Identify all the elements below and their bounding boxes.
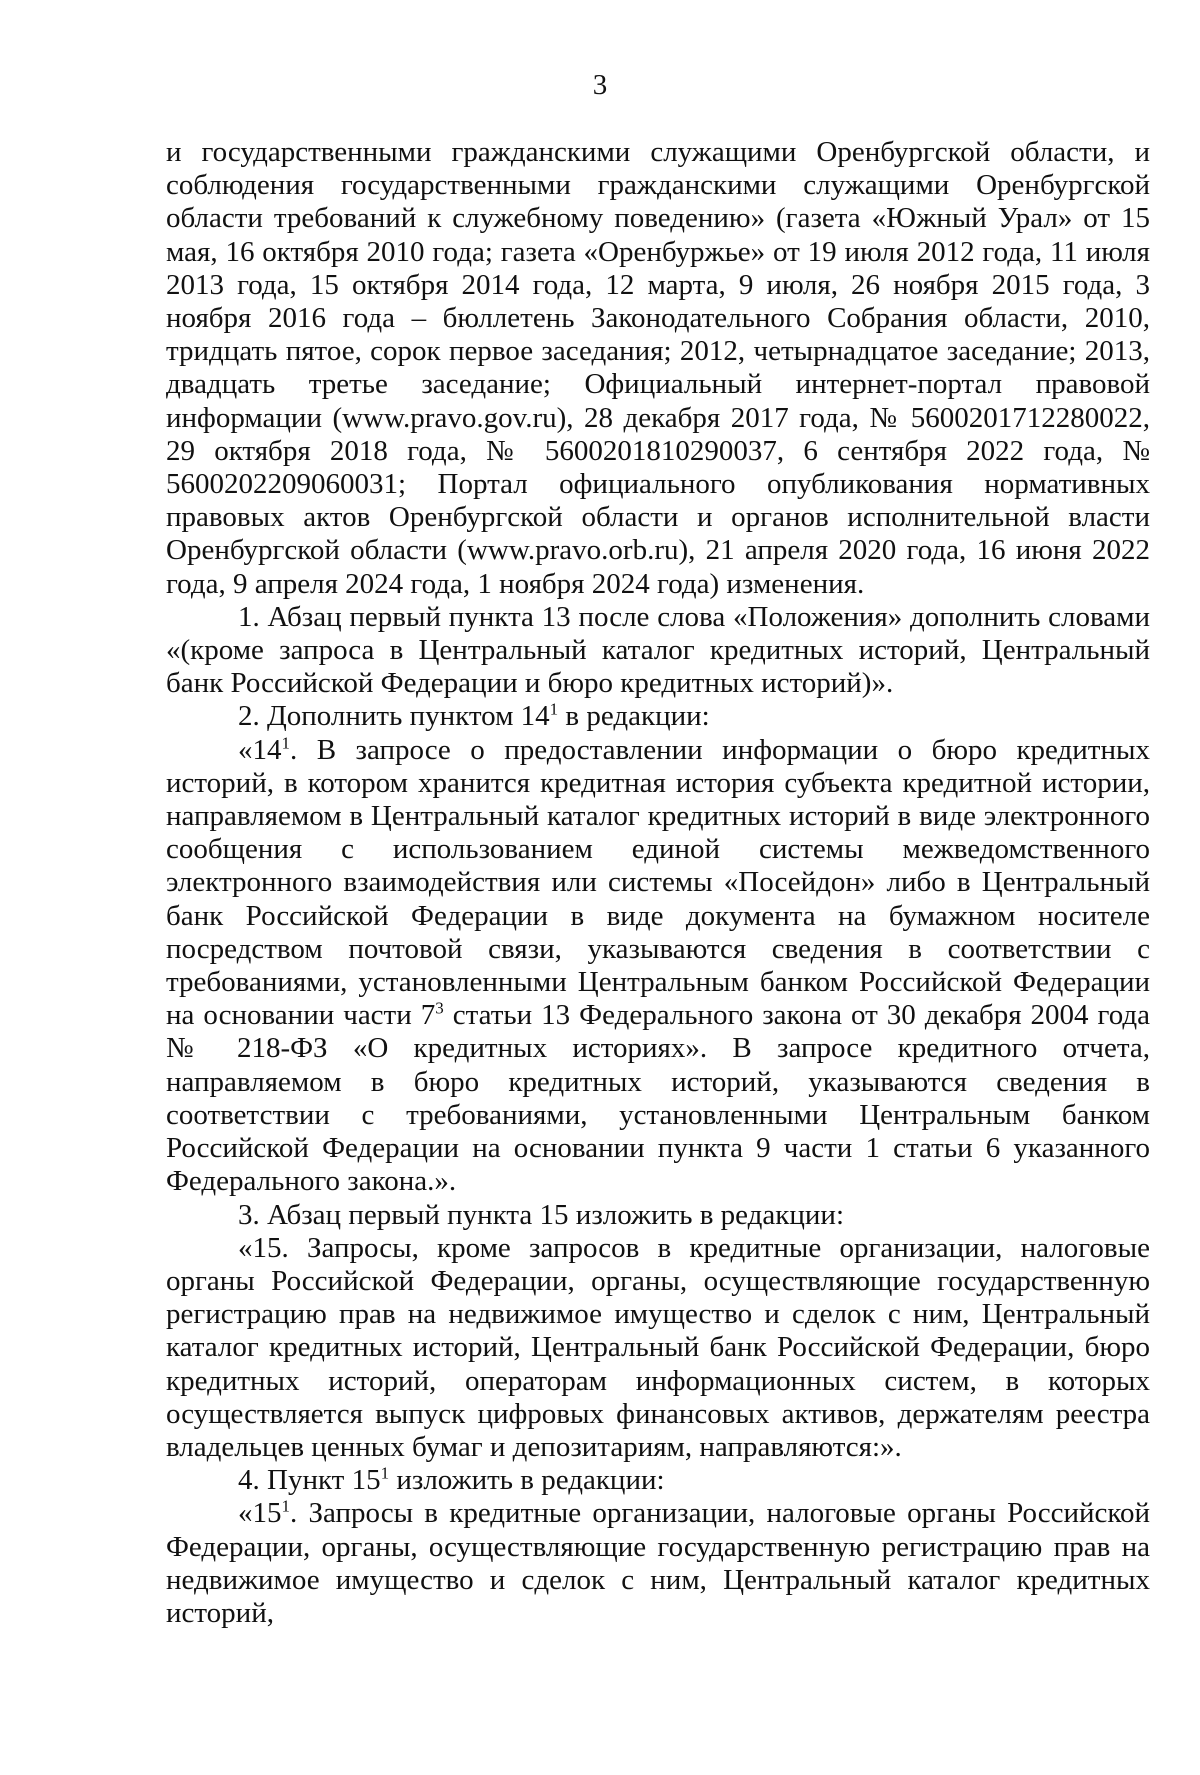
paragraph-item-2 xyxy=(166,700,1150,733)
superscript: 3 xyxy=(435,998,444,1018)
superscript: 1 xyxy=(281,1496,290,1516)
item-2-text-end: в редакции: xyxy=(558,700,710,733)
quote-14-1-middle: . В запросе о предоставлении информации о бюро кредитных историй, в котором хранится кредитная история субъекта кредитной истории, направляемом в Центральный каталог кредитных историй в виде электронного сообщения с использованием единой системы межведомственного электронного взаимодействия или системы «Посейдон» либо в Центральный банк Российской Федерации в виде документа на бумажном носителе посредством почтовой связи, указываются сведения в соответствии с требованиями, установленными Центральным банком Российской Федерации на основании части 7 xyxy=(166,733,1150,1032)
superscript: 1 xyxy=(380,1463,390,1483)
paragraph-item-3: 3. Абзац первый пункта 15 изложить в редакции: xyxy=(238,1198,844,1231)
item-2-text: 2. Дополнить пунктом 14 xyxy=(238,700,550,733)
document-body xyxy=(166,136,1150,1630)
superscript: 1 xyxy=(281,733,290,752)
quote-15-1-start: «15 xyxy=(238,1497,282,1530)
superscript: 1 xyxy=(549,699,559,719)
page-number: 3 xyxy=(592,69,608,101)
quote-14-1-start: «14 xyxy=(238,733,282,766)
quote-14-1-end: статьи 13 Федерального закона от 30 декабря 2004 года № 218-ФЗ «О кредитных историях». В запросе кредитного отчета, направляемом в бюро кредитных историй, указываются сведения в соответствии с требованиями, установленными Центральным банком Российской Федерации на основании пункта 9 части 1 статьи 6 указанного Федерального закона.». xyxy=(166,999,1150,1198)
paragraph-quote-14-1 xyxy=(166,734,1150,1199)
paragraph-continuation: и государственными гражданскими служащими Оренбургской области, и соблюдения государственными гражданскими служащими Оренбургской области требований к служебному поведению» (газета «Южный Урал» от 15 мая, 16 октября 2010 года; газета «Оренбуржье» от 19 июля 2012 года, 11 июля 2013 года, 15 октября 2014 года, 12 марта, 9 июля, 26 ноября 2015 года, 3 ноября 2016 года – бюллетень Законодательного Собрания области, 2010, тридцать пятое, сорок первое заседания; 2012, четырнадцатое заседание; 2013, двадцать третье заседание; Официальный интернет-портал правовой информации (www.pravo.gov.ru), 28 декабря 2017 года, № 5600201712280022, 29 октября 2018 года, № 5600201810290037, 6 сентября 2022 года, № 5600202209060031; Портал официального опубликования нормативных правовых актов Оренбургской области и органов исполнительной власти Оренбургской области (www.pravo.orb.ru), 21 апреля 2020 года, 16 июня 2022 года, 9 апреля 2024 года, 1 ноября 2024 года) изменения. xyxy=(166,136,1150,600)
item-4-text: 4. Пункт 15 xyxy=(238,1464,381,1497)
paragraph-item-1: 1. Абзац первый пункта 13 после слова «Положения» дополнить словами «(кроме запроса в Центральный каталог кредитных историй, Центральный банк Российской Федерации и бюро кредитных историй)». xyxy=(166,600,1150,700)
paragraph-quote-15-1 xyxy=(166,1497,1150,1630)
item-4-text-end: изложить в редакции: xyxy=(389,1464,665,1497)
quote-15-1-end: . Запросы в кредитные организации, налоговые органы Российской Федерации, органы, осуществляющие государственную регистрацию прав на недвижимое имущество и сделок с ним, Центральный каталог кредитных историй, xyxy=(166,1497,1150,1629)
paragraph-item-4 xyxy=(166,1464,1150,1497)
paragraph-quote-15: «15. Запросы, кроме запросов в кредитные организации, налоговые органы Российской Федерации, органы, осуществляющие государственную регистрацию прав на недвижимое имущество и сделок с ним, Центральный каталог кредитных историй, Центральный банк Российской Федерации, бюро кредитных историй, операторам информационных систем, в которых осуществляется выпуск цифровых финансовых активов, держателям реестра владельцев ценных бумаг и депозитариям, направляются:». xyxy=(166,1231,1150,1463)
